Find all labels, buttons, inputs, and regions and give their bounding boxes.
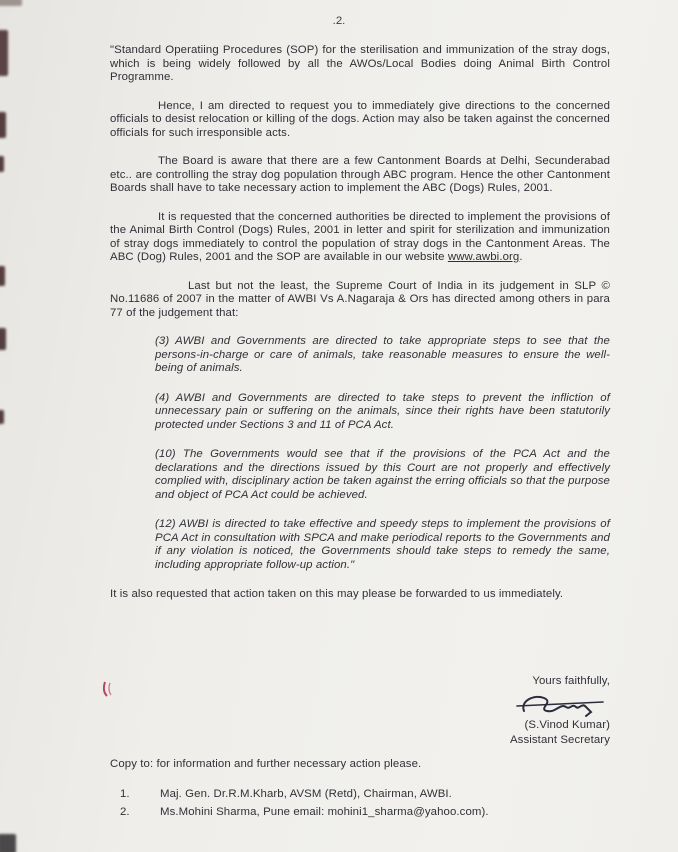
copy-item bbox=[110, 787, 610, 803]
copy-item-number: 2. bbox=[120, 806, 130, 818]
signatory-name: (S.Vinod Kumar) bbox=[524, 719, 610, 731]
paragraph-requested-period: . bbox=[519, 251, 523, 263]
pen-mark bbox=[101, 680, 115, 698]
scan-artifact bbox=[0, 0, 22, 6]
scan-artifact bbox=[0, 112, 6, 138]
paragraph-board: The Board is aware that there are a few Cantonment Boards at Delhi, Secunderabad etc.. are controlling the stray dog population through ABC program. Hence the other Cantonment Boards shall have to take necessary action to implement the ABC (Dogs) Rules, 2001. bbox=[110, 155, 610, 194]
paragraph-closing-request: It is also requested that action taken on this may please be forwarded to us immediately. bbox=[110, 588, 564, 600]
paragraph-requested bbox=[110, 211, 610, 265]
copy-to-section bbox=[110, 758, 610, 824]
paragraph-sop: "Standard Operatiing Procedures (SOP) for the sterilisation and immunization of the stray dogs, which is being widely followed by all the AWOs/Local Bodies doing Animal Birth Control Programme. bbox=[110, 44, 610, 83]
paragraph-supreme-court: Last but not the least, the Supreme Court of India in its judgement in SLP © No.11686 of 2007 in the matter of AWBI Vs A.Nagaraja & Ors has directed among others in para 77 of the judgement that: bbox=[110, 279, 610, 319]
copy-item-text: Maj. Gen. Dr.R.M.Kharb, AVSM (Retd), Chairman, AWBI. bbox=[160, 787, 452, 800]
signatory-title: Assistant Secretary bbox=[509, 734, 610, 746]
scan-artifact bbox=[0, 266, 5, 286]
paragraph-hence: Hence, I am directed to request you to immediately give directions to the concerned officials to desist relocation or killing of the dogs. Action may also be taken against the concerned officials for such irresponsible acts. bbox=[110, 99, 610, 139]
letter-body bbox=[110, 44, 610, 818]
signoff-block bbox=[510, 674, 610, 748]
valediction: Yours faithfully, bbox=[532, 675, 610, 687]
copy-item-number: 1. bbox=[120, 787, 130, 800]
scan-artifact bbox=[0, 834, 16, 852]
scan-artifact bbox=[0, 328, 6, 350]
paragraph-requested-text: It is requested that the concerned authorities be directed to implement the provisions of the Animal Birth Control (Dogs) Rules, 2001 in letter and spirit for sterilization and immunization of stray dogs immediately to control the population of stray dogs in the Cantonment Areas. The ABC (Dog) Rules, 2001 and the SOP are available in our website bbox=[110, 210, 610, 263]
awbi-website-link[interactable]: www.awbi.org bbox=[447, 251, 520, 263]
copy-to-heading: Copy to: for information and further necessary action please. bbox=[110, 758, 422, 770]
judgement-quote-10: (10) The Governments would see that if the provisions of the PCA Act and the declarations and the directions issued by this Court are not properly and effectively complied with, disciplinary action be taken against the erring officials so that the purpose and object of PCA Act could be achieved. bbox=[155, 448, 610, 501]
scan-artifact bbox=[0, 30, 8, 76]
scan-artifact bbox=[0, 156, 4, 172]
copy-item bbox=[110, 805, 610, 821]
signature-scribble bbox=[514, 691, 606, 717]
judgement-quote-3: (3) AWBI and Governments are directed to take appropriate steps to see that the persons-in-charge or care of animals, take reasonable measures to ensure the well-being of animals. bbox=[155, 335, 610, 374]
copy-item-text: Ms.Mohini Sharma, Pune email: mohini1_sharma@yahoo.com). bbox=[160, 806, 489, 818]
page-number: .2. bbox=[332, 15, 346, 27]
judgement-quote-4: (4) AWBI and Governments are directed to take steps to prevent the infliction of unnecessary pain or suffering on the animals, since their rights have been statutorily protected under Sections 3 and 11 of PCA Act. bbox=[155, 391, 610, 431]
judgement-quote-12: (12) AWBI is directed to take effective and speedy steps to implement the provisions of PCA Act in consultation with SPCA and make periodical reports to the Governments and if any violation is noticed, the Governments should take steps to remedy the same, including appropriate follow-up action." bbox=[155, 518, 610, 571]
scan-artifact bbox=[0, 410, 4, 424]
